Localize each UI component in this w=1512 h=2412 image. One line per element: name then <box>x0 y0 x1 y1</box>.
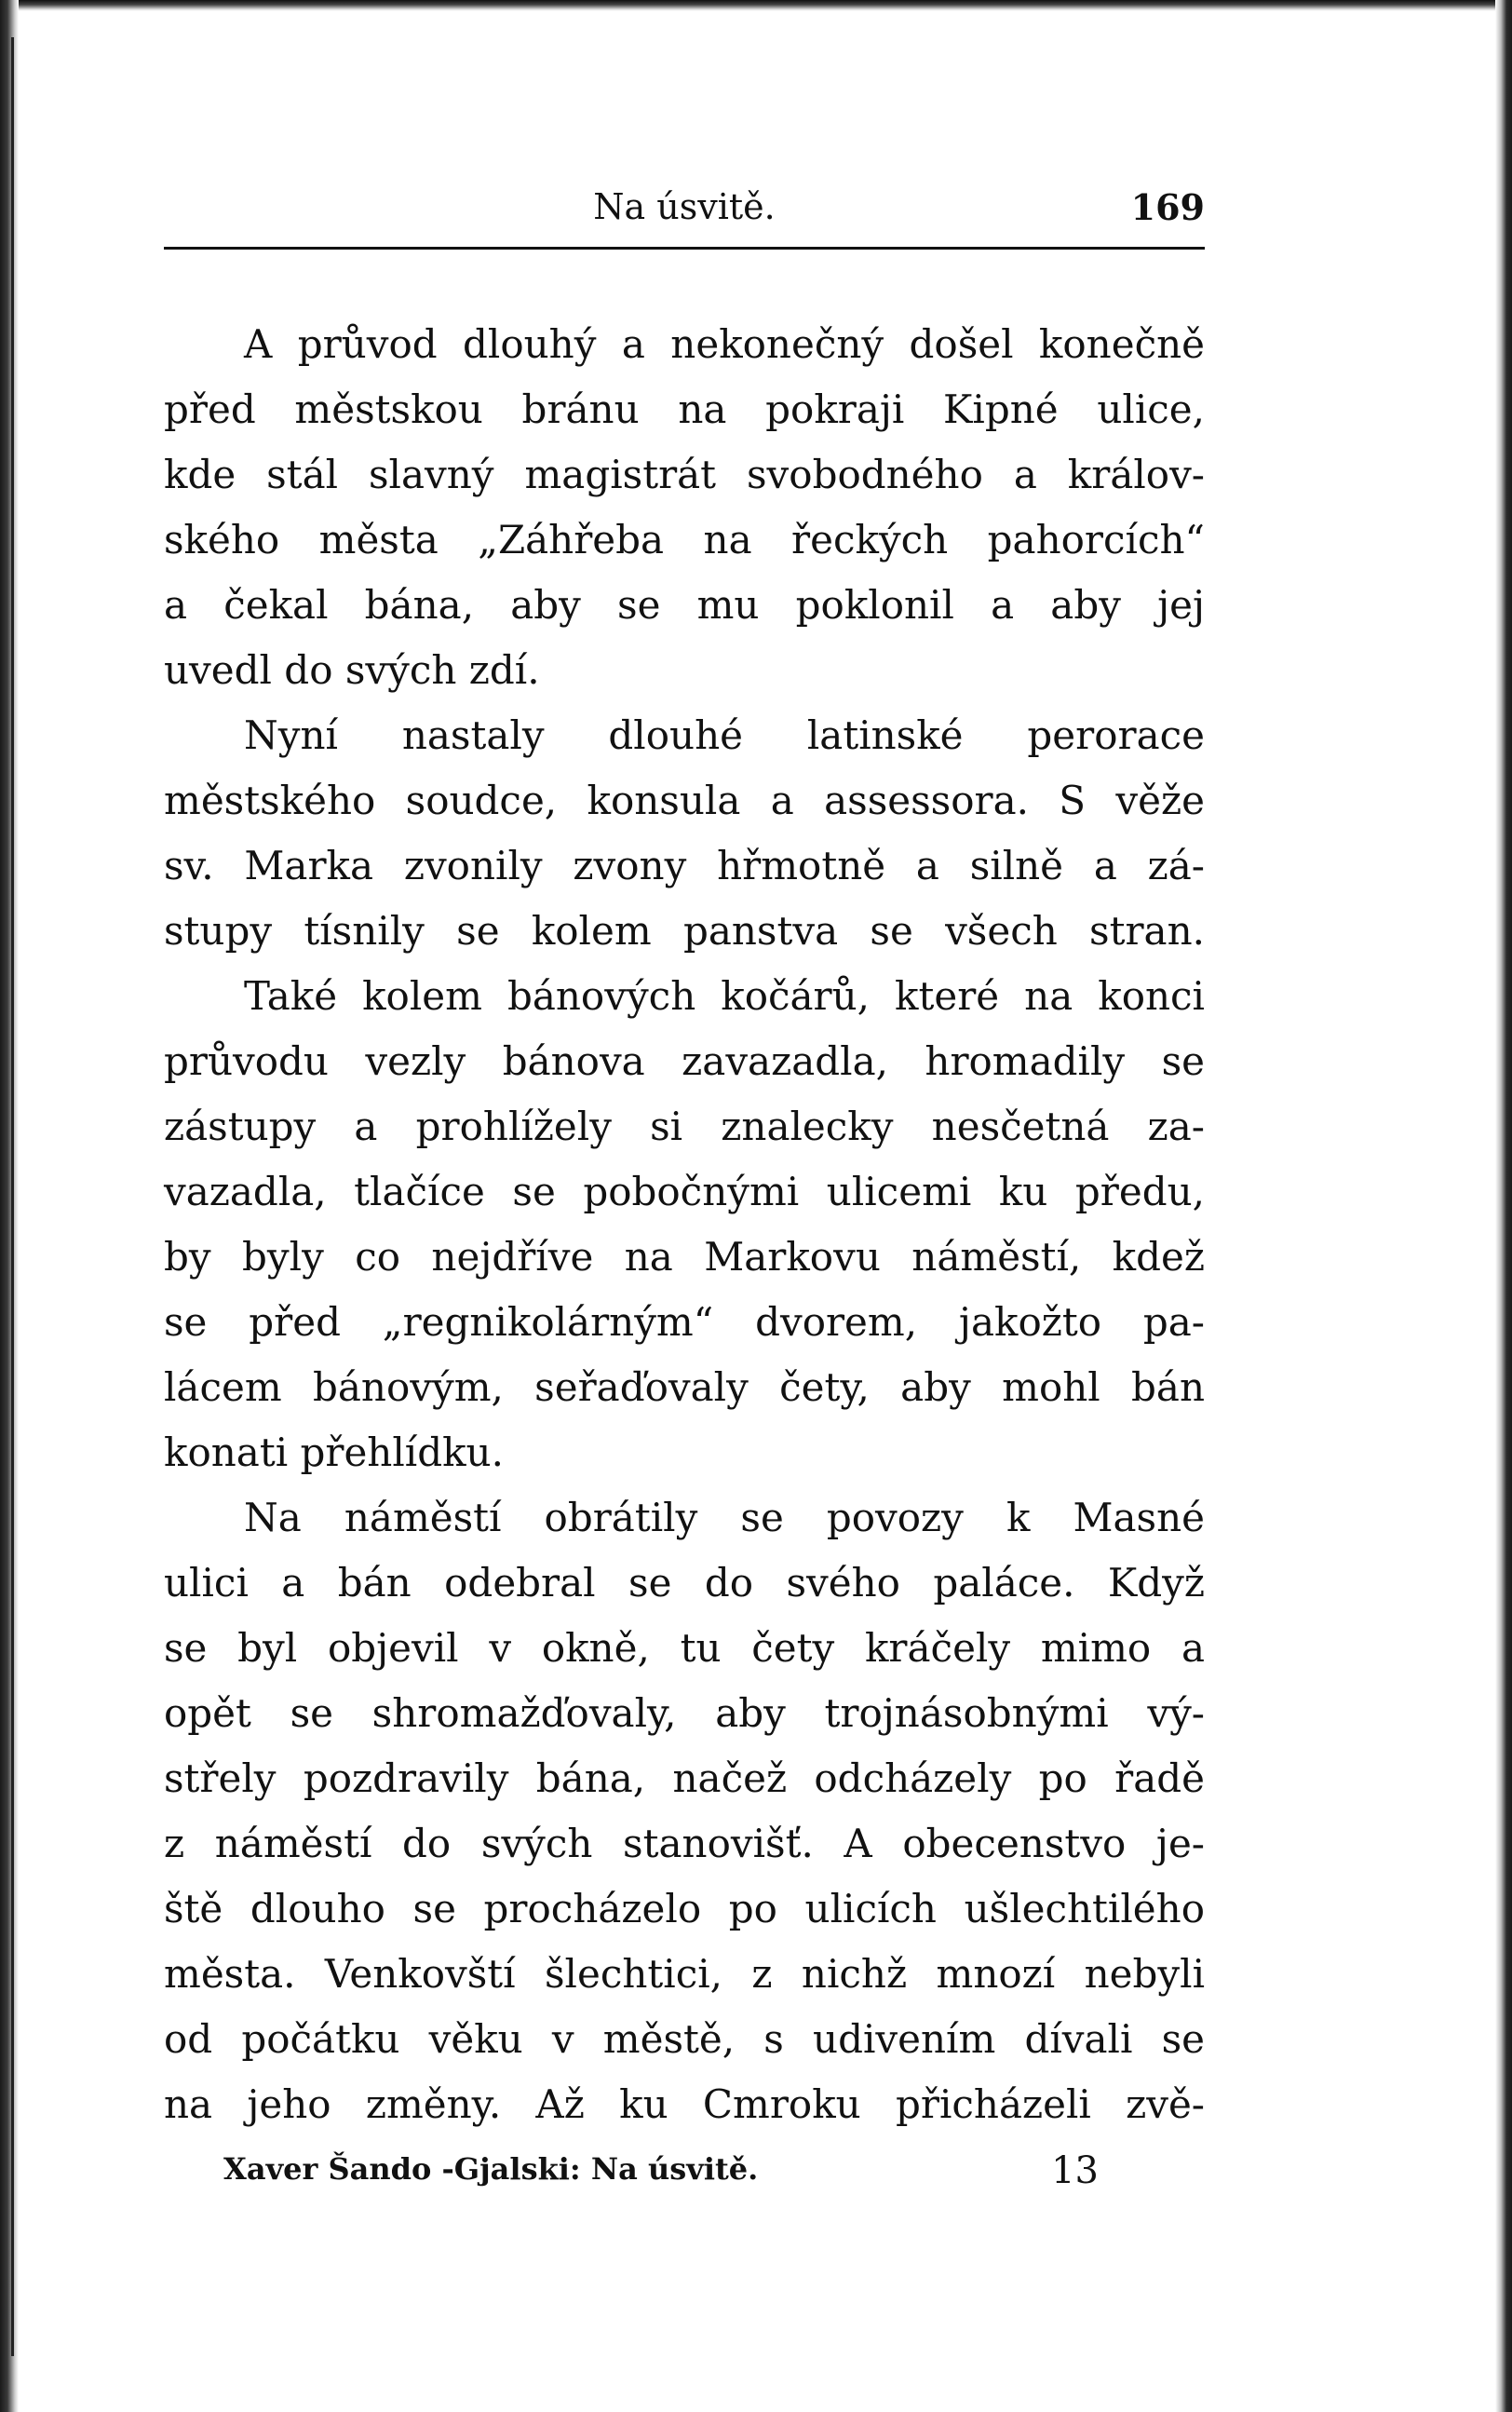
text-line: sv. Marka zvonily zvony hřmotně a silně a zá- <box>164 843 1205 888</box>
body-text <box>164 312 1205 2137</box>
page-number: 169 <box>1130 186 1205 228</box>
text-line: Na náměstí obrátily se povozy k Masné <box>244 1495 1205 1540</box>
text-line: městského soudce, konsula a assessora. S věže <box>164 778 1205 823</box>
text-line: kde stál slavný magistrát svobodného a králov- <box>164 452 1205 497</box>
text-line: se před „regnikolárným“ dvorem, jakožto pa- <box>164 1299 1205 1345</box>
page-footer <box>223 2144 1099 2196</box>
text-line: Nyní nastaly dlouhé latinské perorace <box>244 712 1205 758</box>
page-left-binding-shadow <box>0 0 19 2412</box>
text-line: opět se shromažďovaly, aby trojnásobnými vý- <box>164 1690 1205 1736</box>
text-line: ského města „Záhřeba na řeckých pahorcích“ <box>164 517 1205 562</box>
header-rule <box>164 247 1205 250</box>
page-left-edge-line <box>11 37 14 2356</box>
text-line: konati přehlídku. <box>164 1430 504 1475</box>
text-line: uvedl do svých zdí. <box>164 647 540 693</box>
text-line: průvodu vezly bánova zavazadla, hromadily se <box>164 1038 1205 1084</box>
footer-author-title: Xaver Šando -Gjalski: Na úsvitě. <box>223 2151 759 2187</box>
text-line: a čekal bána, aby se mu poklonil a aby jej <box>164 582 1205 628</box>
text-line: se byl objevil v okně, tu čety kráčely mimo a <box>164 1625 1205 1671</box>
text-line: před městskou bránu na pokraji Kipné ulice, <box>164 386 1205 432</box>
text-line: z náměstí do svých stanovišť. A obecenstvo je- <box>164 1821 1205 1866</box>
page-top-shadow <box>0 0 1512 11</box>
text-line: by byly co nejdříve na Markovu náměstí, kdež <box>164 1234 1205 1280</box>
text-line: ště dlouho se procházelo po ulicích ušlechtilého <box>164 1886 1205 1931</box>
text-line: od počátku věku v městě, s udivením dívali se <box>164 2016 1205 2062</box>
text-line: lácem bánovým, seřaďovaly čety, aby mohl bán <box>164 1364 1205 1410</box>
running-title: Na úsvitě. <box>593 186 776 227</box>
text-line: Také kolem bánových kočárů, které na konci <box>244 973 1205 1019</box>
text-line: ulici a bán odebral se do svého paláce. Když <box>164 1560 1205 1606</box>
text-line: A průvod dlouhý a nekonečný došel konečně <box>244 321 1205 367</box>
text-line: zástupy a prohlížely si znalecky nesčetná za- <box>164 1104 1205 1149</box>
text-line: stupy tísnily se kolem panstva se všech stran. <box>164 908 1205 954</box>
printer-signature-mark: 13 <box>1051 2149 1099 2192</box>
text-line: na jeho změny. Až ku Cmroku přicházeli zvě- <box>164 2081 1205 2127</box>
running-header <box>164 183 1205 235</box>
text-line: vazadla, tlačíce se pobočnými ulicemi ku předu, <box>164 1169 1205 1214</box>
text-line: města. Venkovští šlechtici, z nichž mnozí nebyli <box>164 1951 1205 1997</box>
page-right-shadow <box>1495 0 1512 2412</box>
text-line: střely pozdravily bána, načež odcházely po řadě <box>164 1755 1205 1801</box>
